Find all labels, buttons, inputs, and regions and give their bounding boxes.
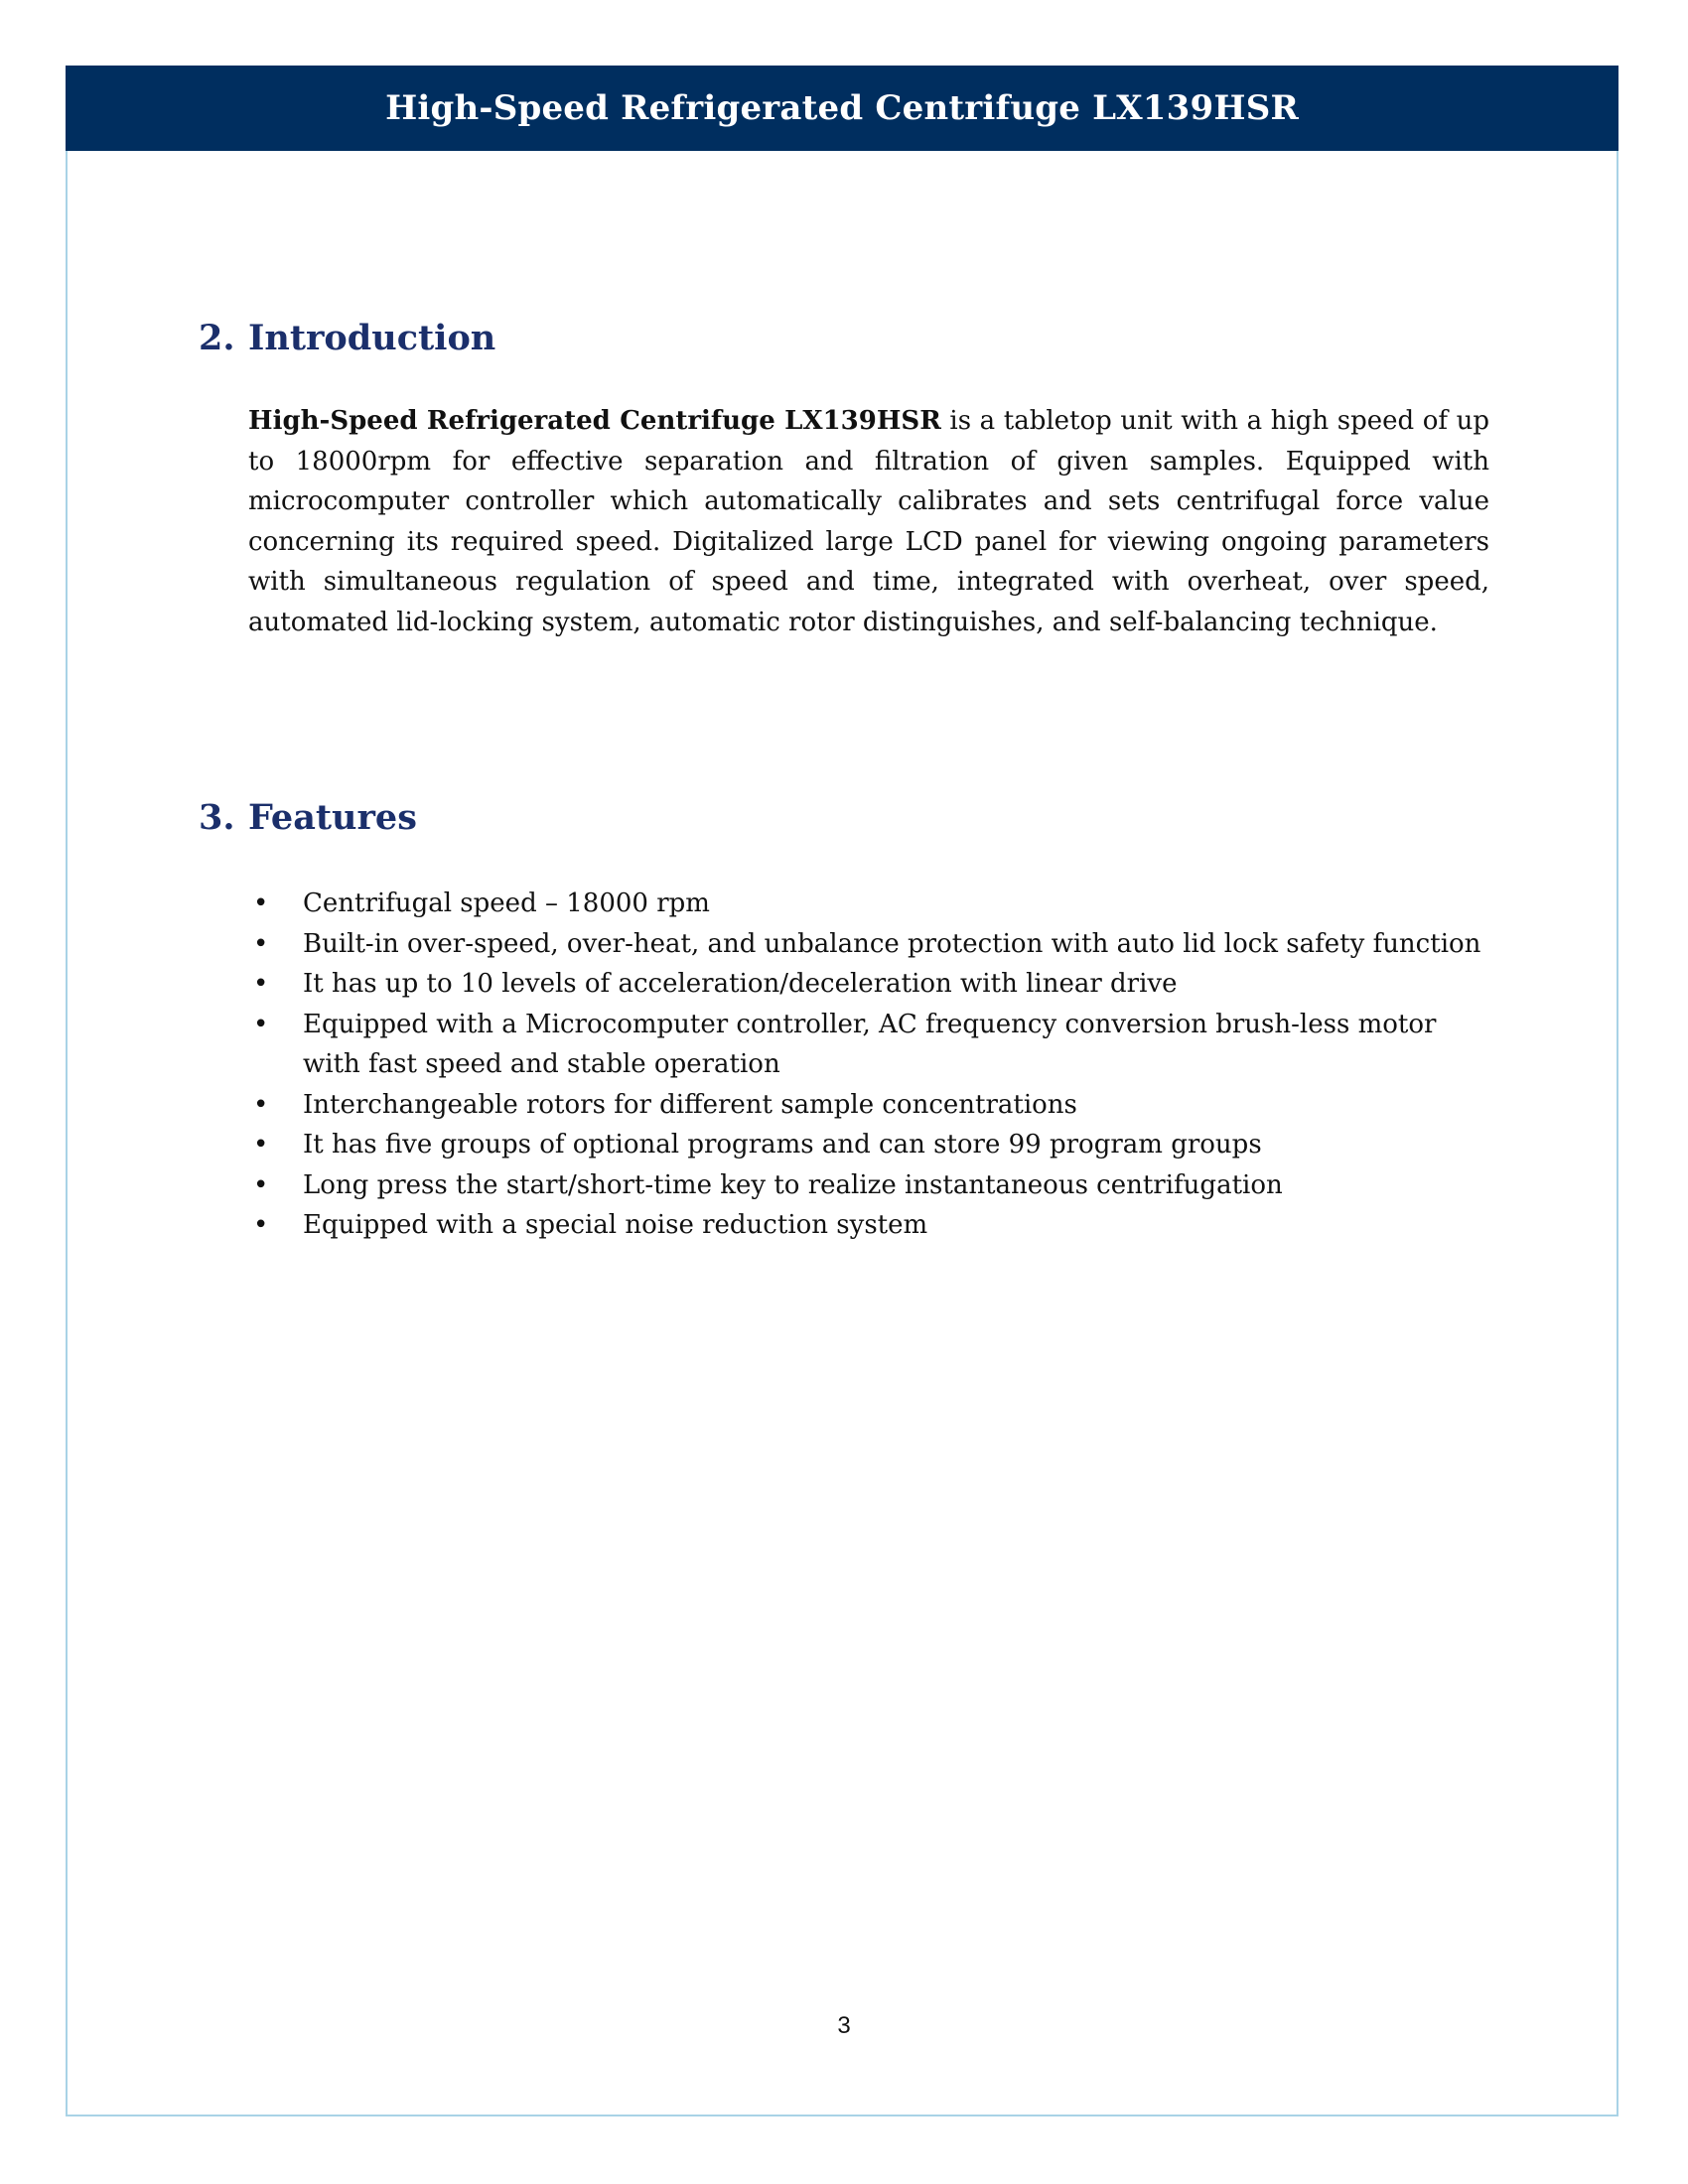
- feature-item: [248, 1205, 1489, 1246]
- header-bar: [66, 66, 1618, 151]
- feature-item: [248, 1165, 1489, 1206]
- bullet-icon: •: [253, 888, 269, 918]
- feature-text: Centrifugal speed – 18000 rpm: [303, 888, 710, 918]
- page-number: 3: [837, 2012, 851, 2039]
- feature-item: [248, 1125, 1489, 1165]
- feature-item: [248, 964, 1489, 1005]
- introduction-title: Introduction: [248, 318, 496, 358]
- feature-text: It has five groups of optional programs and can store 99 program groups: [303, 1130, 1262, 1160]
- feature-text: Equipped with a Microcomputer controller, AC frequency conversion brush-less motor with fast speed and stable operation: [303, 1009, 1437, 1079]
- bullet-icon: •: [253, 1169, 269, 1200]
- bullet-icon: •: [253, 928, 269, 959]
- feature-item: [248, 924, 1489, 965]
- feature-text: It has up to 10 levels of acceleration/deceleration with linear drive: [303, 969, 1178, 999]
- features-number: 3.: [199, 797, 235, 838]
- introduction-paragraph: [248, 401, 1489, 642]
- introduction-number: 2.: [199, 318, 235, 358]
- bullet-icon: •: [253, 1089, 269, 1120]
- introduction-bold-lead: High-Speed Refrigerated Centrifuge LX139HSR: [248, 406, 941, 436]
- introduction-body: is a tabletop unit with a high speed of up to 18000rpm for effective separation and filtration of given samples. Equipped with microcomputer controller which automatically calibrates and sets centrifugal force value concerning its required speed. Digitalized large LCD panel for viewing ongoing parameters with simultaneous regulation of speed and time, integrated with overheat, over speed, automated lid-locking system, automatic rotor distinguishes, and self-balancing technique.: [248, 406, 1489, 637]
- feature-text: Long press the start/short-time key to realize instantaneous centrifugation: [303, 1169, 1283, 1200]
- features-list: [248, 884, 1489, 1246]
- bullet-icon: •: [253, 1210, 269, 1240]
- document-title: High-Speed Refrigerated Centrifuge LX139HSR: [385, 88, 1299, 128]
- feature-text: Interchangeable rotors for different sample concentrations: [303, 1089, 1077, 1120]
- feature-item: [248, 1005, 1489, 1085]
- feature-item: [248, 884, 1489, 924]
- feature-item: [248, 1085, 1489, 1126]
- features-title: Features: [248, 797, 417, 838]
- bullet-icon: •: [253, 969, 269, 999]
- feature-text: Equipped with a special noise reduction system: [303, 1210, 928, 1240]
- bullet-icon: •: [253, 1130, 269, 1160]
- bullet-icon: •: [253, 1009, 269, 1039]
- features-heading: [199, 797, 417, 838]
- introduction-heading: [199, 318, 495, 358]
- feature-text: Built-in over-speed, over-heat, and unbalance protection with auto lid lock safety function: [303, 928, 1481, 959]
